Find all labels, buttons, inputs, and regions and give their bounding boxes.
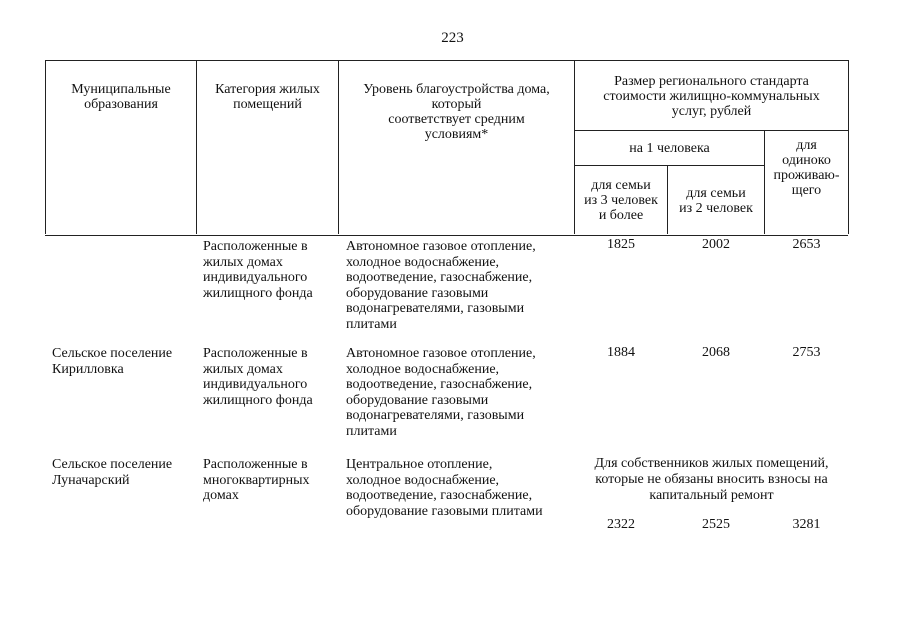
header-municipality: Муниципальные образования	[71, 82, 171, 112]
row1-family3: 1825	[607, 237, 635, 252]
row2-municipality: Сельское поселение Кирилловка	[52, 346, 173, 377]
row3-note: Для собственников жилых помещений, которые не обязаны вносить взносы на капитальный ремонт	[594, 456, 829, 503]
row2-single: 2753	[792, 345, 821, 360]
row2-level: Автономное газовое отопление, холодное водоснабжение, водоотведение, газоснабжение, оборудование газовыми водонагревателями, газовыми плитами	[346, 346, 536, 439]
row3-level: Центральное отопление, холодное водоснабжение, водоотведение, газоснабжение, оборудование газовыми плитами	[346, 457, 543, 519]
row1-category: Расположенные в жилых домах индивидуального жилищного фонда	[203, 239, 313, 301]
table-border-right	[848, 60, 849, 234]
row2-family3: 1884	[607, 345, 635, 360]
header-standard: Размер регионального стандарта стоимости жилищно-коммунальных услуг, рублей	[603, 74, 820, 119]
row-divider	[574, 165, 764, 166]
row1-single: 2653	[792, 237, 821, 252]
header-per-person: на 1 человека	[629, 141, 710, 156]
row1-family2: 2002	[702, 237, 730, 252]
header-family2: для семьи из 2 человек	[679, 186, 753, 216]
header-category: Категория жилых помещений	[215, 82, 320, 112]
row3-single: 3281	[792, 517, 821, 532]
page-number: 223	[441, 30, 464, 46]
row2-family2: 2068	[702, 345, 730, 360]
row-divider	[574, 130, 848, 131]
row3-category: Расположенные в многоквартирных домах	[203, 457, 310, 503]
header-family3: для семьи из 3 человек и более	[584, 178, 658, 223]
row2-category: Расположенные в жилых домах индивидуального жилищного фонда	[203, 346, 313, 408]
row1-level: Автономное газовое отопление, холодное водоснабжение, водоотведение, газоснабжение, оборудование газовыми водонагревателями, газовыми плитами	[346, 239, 536, 332]
header-level: Уровень благоустройства дома, который соответствует средним условиям*	[363, 82, 550, 142]
row3-municipality: Сельское поселение Луначарский	[52, 457, 173, 488]
header-single: для одиноко проживаю- щего	[773, 138, 840, 198]
row3-family2: 2525	[702, 517, 730, 532]
row3-family3: 2322	[607, 517, 635, 532]
